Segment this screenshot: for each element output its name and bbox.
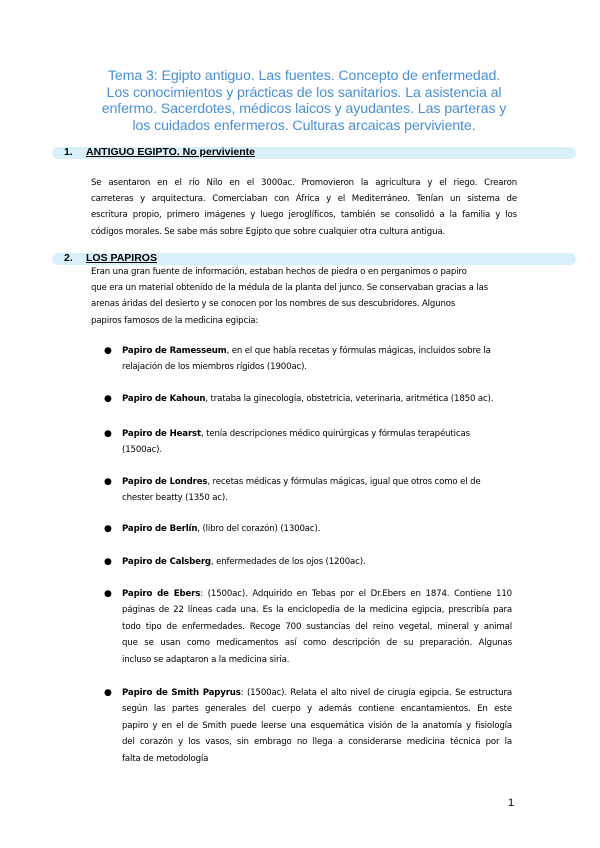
bullet-icon: ● (104, 477, 112, 487)
papiro-desc: que se usan como medicamentos así como descripción de su preparación. Algunas (122, 638, 512, 649)
papiro-desc: papiro y en el de Smith puede leerse una esquemática visión de la anatomía y fisiología (122, 720, 512, 731)
papiro-desc: según las partes generales del cuerpo y además contiene encantamientos. En este (122, 704, 512, 715)
title-line: los cuidados enfermeros. Culturas arcaicas perviviente. (132, 117, 476, 134)
paragraph-line: escritura propio, primero imágenes y luego jeroglíficos, también se consolidó a la familia y los (91, 210, 517, 221)
paragraph-line: papiros famosos de la medicina egipcia: (91, 315, 259, 326)
papiro-desc: falta de metodología (122, 753, 209, 764)
paragraph-line: arenas áridas del desierto y se conocen por los nombres de sus descubridores. Algunos (91, 299, 456, 310)
document-title (90, 68, 518, 134)
page-number: 1 (508, 797, 515, 809)
papiro-desc: : (1500ac). Relata el alto nivel de cirugía egipcia. Se estructura (240, 688, 512, 698)
papiro-desc: incluso se adaptaron a la medicina siria. (122, 654, 290, 665)
bullet-icon: ● (104, 429, 112, 439)
papiro-desc: del corazón y los vasos, sin embrago no llega a considerarse medicina técnica por la (122, 737, 512, 748)
paragraph-line: Eran una gran fuente de información, estaban hechos de piedra o en perganimos o papiro (91, 267, 467, 277)
section-title: LOS PAPIROS (86, 252, 157, 264)
papiro-desc: (1500ac). (122, 445, 162, 456)
papiro-name: Papiro de Calsberg (122, 557, 211, 567)
papiro-name: Papiro de Hearst (122, 429, 201, 439)
papiro-desc: relajación de los miembros rígidos (1900ac). (122, 362, 307, 373)
bullet-icon: ● (104, 394, 112, 404)
paragraph-line: códigos morales. Se sabe más sobre Egipto que sobre cualquier otra cultura antigua. (91, 226, 446, 237)
paragraph-line: Se asentaron en el río Nilo en el 3000ac. Promovieron la agricultura y el riego. Crearon (91, 178, 517, 188)
section-2-intro (91, 264, 521, 329)
papiro-name: Papiro de Berlín (122, 524, 198, 534)
section-2-heading (64, 252, 157, 264)
papiro-desc: , tenía descripciones médico quirúrgicas y fórmulas terapéuticas (200, 429, 470, 439)
papiro-name: Papiro de Smith Papyrus (122, 688, 241, 698)
paragraph-line: carreteras y arquitectura. Comerciaban con África y el Mediterráneo. Tenían un sistema de (91, 194, 517, 205)
bullet-icon: ● (104, 524, 112, 534)
section-number: 2. (64, 252, 73, 264)
papiro-name: Papiro de Kahoun (122, 394, 206, 404)
section-1-paragraph (91, 175, 517, 240)
bullet-icon: ● (104, 346, 112, 356)
section-number: 1. (64, 146, 73, 158)
papiro-name: Papiro de Londres (122, 477, 208, 487)
section-title: ANTIGUO EGIPTO. No perviviente (86, 146, 256, 158)
title-line: enfermo. Sacerdotes, médicos laicos y ayudantes. Las parteras y (101, 101, 507, 117)
papiro-name: Papiro de Ramesseum (122, 346, 227, 356)
bullet-icon: ● (104, 688, 112, 698)
bullet-icon: ● (104, 589, 112, 599)
papiro-name: Papiro de Ebers (122, 589, 201, 599)
papiro-desc: chester beatty (1350 ac). (122, 493, 228, 504)
papiro-desc: , trataba la ginecología, obstetricia, veterinaria, aritmética (1850 ac). (205, 394, 494, 404)
bullet-icon: ● (104, 557, 112, 567)
papiro-desc: : (1500ac). Adquirido en Tebas por el Dr.Ebers en 1874. Contiene 110 (200, 589, 513, 599)
papiro-desc: páginas de 22 líneas cada una. Es la enciclopedia de la medicina egipcia, prescribía para (122, 605, 512, 616)
papiro-desc: todo tipo de enfermedades. Recoge 700 sustancias del reino vegetal, mineral y animal (122, 621, 512, 632)
papiro-desc: , enfermedades de los ojos (1200ac). (210, 557, 366, 567)
title-line: Los conocimientos y prácticas de los sanitarios. La asistencia al (106, 84, 502, 101)
section-1-heading (64, 146, 255, 158)
papiro-desc: , recetas médicas y fórmulas mágicas, igual que otros como el de (207, 477, 481, 487)
papiro-desc: , en el que había recetas y fórmulas mágicas, incluidos sobre la (226, 346, 491, 356)
title-line: Tema 3: Egipto antiguo. Las fuentes. Concepto de enfermedad. (107, 68, 501, 84)
paragraph-line: que era un material obtenido de la médula de la planta del junco. Se conservaban gracias a las (91, 283, 488, 294)
papiro-desc: , (libro del corazón) (1300ac). (197, 524, 321, 534)
